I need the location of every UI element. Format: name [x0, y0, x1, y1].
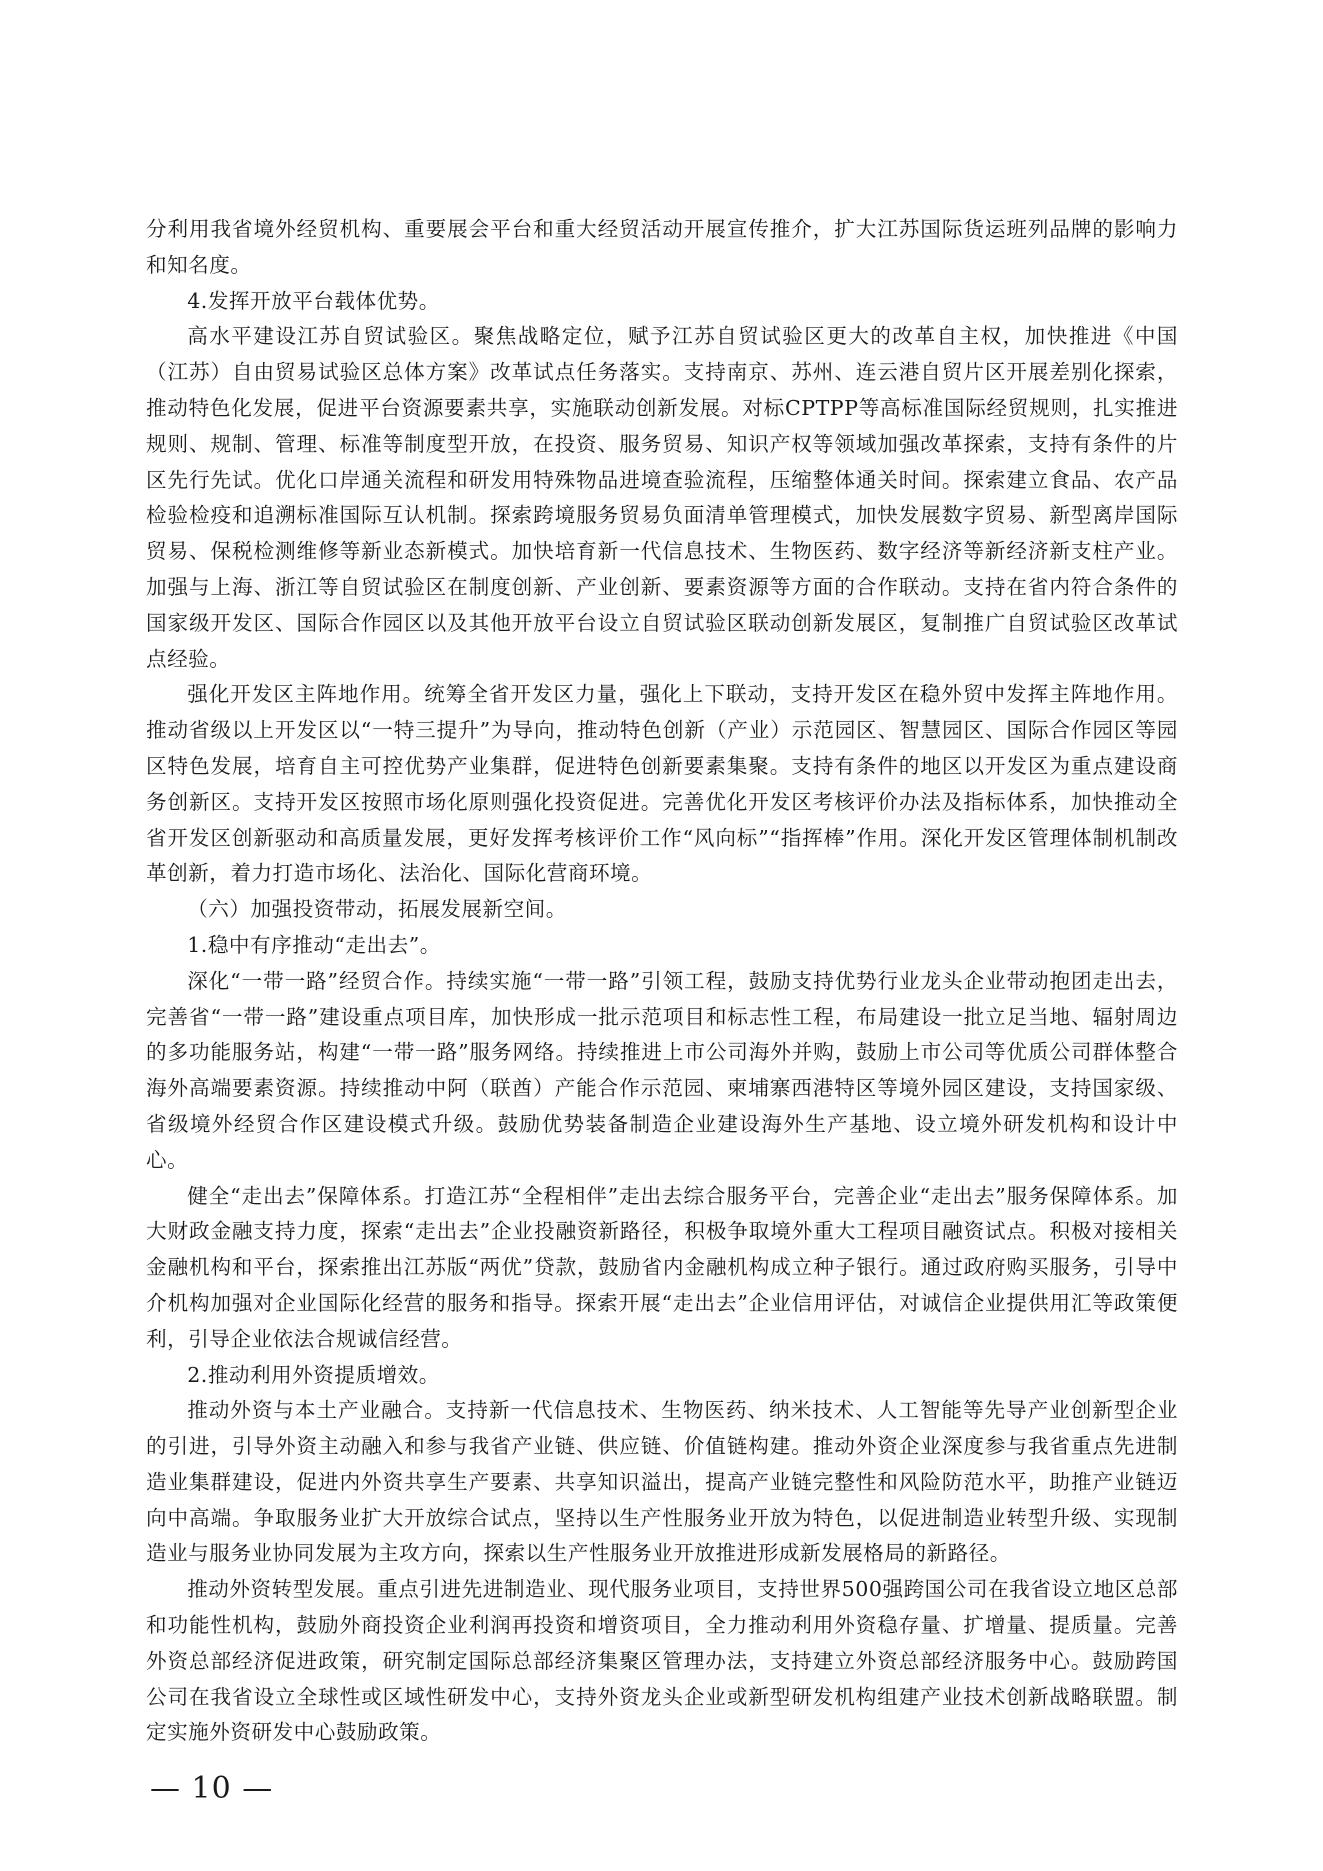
paragraph: 高水平建设江苏自贸试验区。聚焦战略定位，赋予江苏自贸试验区更大的改革自主权，加快推进《中国（江苏）自由贸易试验区总体方案》改革试点任务落实。支持南京、苏州、连云港自贸片区开展差别化探索，推动特色化发展，促进平台资源要素共享，实施联动创新发展。对标CPTPP等高标准国际经贸规则，扎实推进规则、规制、管理、标准等制度型开放，在投资、服务贸易、知识产权等领域加强改革探索，支持有条件的片区先行先试。优化口岸通关流程和研发用特殊物品进境查验流程，压缩整体通关时间。探索建立食品、农产品检验检疫和追溯标准国际互认机制。探索跨境服务贸易负面清单管理模式，加快发展数字贸易、新型离岸国际贸易、保税检测维修等新业态新模式。加快培育新一代信息技术、生物医药、数字经济等新经济新支柱产业。加强与上海、浙江等自贸试验区在制度创新、产业创新、要素资源等方面的合作联动。支持在省内符合条件的国家级开发区、国际合作园区以及其他开放平台设立自贸试验区联动创新发展区，复制推广自贸试验区改革试点经验。 — [146, 324, 1178, 671]
section-heading: 1.稳中有序推动“走出去”。 — [187, 932, 441, 957]
paragraph: 强化开发区主阵地作用。统筹全省开发区力量，强化上下联动，支持开发区在稳外贸中发挥主阵地作用。推动省级以上开发区以“一特三提升”为导向，推动特色创新（产业）示范园区、智慧园区、国际合作园区等园区特色发展，培育自主可控优势产业集群，促进特色创新要素集聚。支持有条件的地区以开发区为重点建设商务创新区。支持开发区按照市场化原则强化投资促进。完善优化开发区考核评价办法及指标体系，加快推动全省开发区创新驱动和高质量发展，更好发挥考核评价工作“风向标”“指挥棒”作用。深化开发区管理体制机制改革创新，着力打造市场化、法治化、国际化营商环境。 — [146, 682, 1178, 886]
section-heading: 2.推动利用外资提质增效。 — [187, 1362, 440, 1387]
paragraph: 分利用我省境外经贸机构、重要展会平台和重大经贸活动开展宣传推介，扩大江苏国际货运班列品牌的影响力和知名度。 — [146, 217, 1178, 277]
paragraph: 深化“一带一路”经贸合作。持续实施“一带一路”引领工程，鼓励支持优势行业龙头企业带动抱团走出去，完善省“一带一路”建设重点项目库，加快形成一批示范项目和标志性工程，布局建设一批立足当地、辐射周边的多功能服务站，构建“一带一路”服务网络。持续推进上市公司海外并购，鼓励上市公司等优质公司群体整合海外高端要素资源。持续推动中阿（联酋）产能合作示范园、柬埔寨西港特区等境外园区建设，支持国家级、省级境外经贸合作区建设模式升级。鼓励优势装备制造企业建设海外生产基地、设立境外研发机构和设计中心。 — [146, 968, 1178, 1172]
paragraph: 推动外资与本土产业融合。支持新一代信息技术、生物医药、纳米技术、人工智能等先导产业创新型企业的引进，引导外资主动融入和参与我省产业链、供应链、价值链构建。推动外资企业深度参与我省重点先进制造业集群建设，促进内外资共享生产要素、共享知识溢出，提高产业链完整性和风险防范水平，助推产业链迈向中高端。争取服务业扩大开放综合试点，坚持以生产性服务业开放为特色，以促进制造业转型升级、实现制造业与服务业协同发展为主攻方向，探索以生产性服务业开放推进形成新发展格局的新路径。 — [146, 1398, 1178, 1566]
section-heading: 4.发挥开放平台载体优势。 — [187, 288, 440, 313]
page-number: — 10 — — [150, 1771, 274, 1806]
paragraph: 推动外资转型发展。重点引进先进制造业、现代服务业项目，支持世界500强跨国公司在我省设立地区总部和功能性机构，鼓励外商投资企业利润再投资和增资项目，全力推动利用外资稳存量、扩增量、提质量。完善外资总部经济促进政策，研究制定国际总部经济集聚区管理办法，支持建立外资总部经济服务中心。鼓励跨国公司在我省设立全球性或区域性研发中心，支持外资龙头企业或新型研发机构组建产业技术创新战略联盟。制定实施外资研发中心鼓励政策。 — [146, 1577, 1178, 1745]
document-body — [146, 212, 1178, 1751]
section-heading: （六）加强投资带动，拓展发展新空间。 — [187, 897, 567, 922]
paragraph: 健全“走出去”保障体系。打造江苏“全程相伴”走出去综合服务平台，完善企业“走出去”服务保障体系。加大财政金融支持力度，探索“走出去”企业投融资新路径，积极争取境外重大工程项目融资试点。积极对接相关金融机构和平台，探索推出江苏版“两优”贷款，鼓励省内金融机构成立种子银行。通过政府购买服务，引导中介机构加强对企业国际化经营的服务和指导。探索开展“走出去”企业信用评估，对诚信企业提供用汇等政策便利，引导企业依法合规诚信经营。 — [146, 1183, 1178, 1351]
